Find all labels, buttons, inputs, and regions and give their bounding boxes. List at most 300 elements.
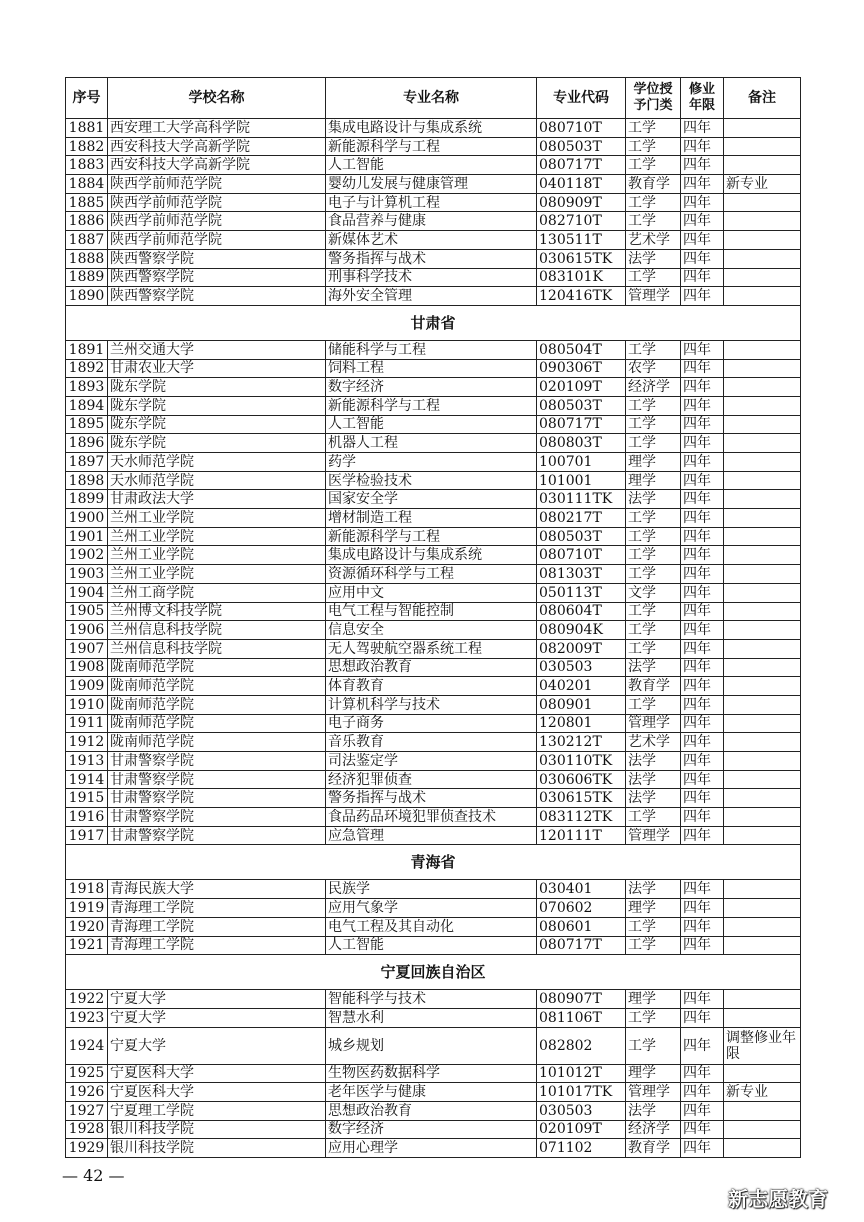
cell-major: 药学	[326, 453, 537, 472]
cell-school: 陕西学前师范学院	[108, 212, 326, 231]
cell-years: 四年	[681, 826, 724, 845]
cell-major: 电子与计算机工程	[326, 193, 537, 212]
header-seq: 序号	[66, 78, 108, 119]
cell-note	[724, 565, 801, 584]
cell-years: 四年	[681, 527, 724, 546]
cell-school: 银川科技学院	[108, 1120, 326, 1139]
cell-code: 030615TK	[537, 789, 626, 808]
cell-school: 甘肃警察学院	[108, 789, 326, 808]
table-row	[66, 509, 801, 528]
cell-note	[724, 1101, 801, 1120]
cell-degree: 农学	[626, 359, 681, 378]
table-row	[66, 752, 801, 771]
cell-school: 天水师范学院	[108, 471, 326, 490]
table-row	[66, 770, 801, 789]
cell-seq: 1908	[66, 658, 108, 677]
cell-school: 西安科技大学高新学院	[108, 137, 326, 156]
cell-seq: 1913	[66, 752, 108, 771]
cell-note: 新专业	[724, 1083, 801, 1102]
header-degree: 学位授予门类	[626, 78, 681, 119]
cell-major: 经济犯罪侦查	[326, 770, 537, 789]
cell-school: 宁夏大学	[108, 1008, 326, 1027]
cell-degree: 工学	[626, 268, 681, 287]
cell-note	[724, 639, 801, 658]
region-title: 青海省	[66, 845, 801, 880]
cell-school: 陇南师范学院	[108, 677, 326, 696]
table-row	[66, 359, 801, 378]
cell-school: 陇东学院	[108, 396, 326, 415]
cell-note	[724, 1064, 801, 1083]
cell-school: 陇南师范学院	[108, 695, 326, 714]
table-row	[66, 565, 801, 584]
cell-years: 四年	[681, 137, 724, 156]
cell-major: 体育教育	[326, 677, 537, 696]
cell-years: 四年	[681, 658, 724, 677]
cell-degree: 教育学	[626, 1139, 681, 1158]
cell-major: 电气工程与智能控制	[326, 602, 537, 621]
cell-note	[724, 415, 801, 434]
cell-major: 食品药品环境犯罪侦查技术	[326, 808, 537, 827]
region-row	[66, 305, 801, 340]
table-row	[66, 287, 801, 306]
cell-major: 警务指挥与战术	[326, 789, 537, 808]
cell-seq: 1889	[66, 268, 108, 287]
cell-years: 四年	[681, 268, 724, 287]
cell-major: 人工智能	[326, 936, 537, 955]
cell-school: 青海理工学院	[108, 936, 326, 955]
cell-degree: 法学	[626, 789, 681, 808]
cell-years: 四年	[681, 639, 724, 658]
header-years: 修业年限	[681, 78, 724, 119]
cell-school: 陕西学前师范学院	[108, 175, 326, 194]
cell-years: 四年	[681, 509, 724, 528]
cell-note	[724, 826, 801, 845]
table-row	[66, 119, 801, 138]
cell-code: 101017TK	[537, 1083, 626, 1102]
cell-school: 宁夏医科大学	[108, 1083, 326, 1102]
cell-years: 四年	[681, 119, 724, 138]
cell-note	[724, 546, 801, 565]
cell-code: 050113T	[537, 583, 626, 602]
header-major: 专业名称	[326, 78, 537, 119]
table-row	[66, 826, 801, 845]
cell-note	[724, 378, 801, 397]
cell-degree: 工学	[626, 340, 681, 359]
cell-major: 新能源科学与工程	[326, 137, 537, 156]
table-row	[66, 340, 801, 359]
cell-degree: 工学	[626, 212, 681, 231]
cell-seq: 1881	[66, 119, 108, 138]
table-row	[66, 415, 801, 434]
cell-code: 080717T	[537, 415, 626, 434]
cell-major: 应用中文	[326, 583, 537, 602]
cell-seq: 1884	[66, 175, 108, 194]
region-row	[66, 955, 801, 990]
cell-seq: 1896	[66, 434, 108, 453]
cell-note	[724, 527, 801, 546]
cell-years: 四年	[681, 415, 724, 434]
cell-school: 甘肃警察学院	[108, 752, 326, 771]
cell-code: 020109T	[537, 378, 626, 397]
table-row	[66, 527, 801, 546]
cell-degree: 工学	[626, 415, 681, 434]
cell-seq: 1922	[66, 990, 108, 1009]
cell-major: 计算机科学与技术	[326, 695, 537, 714]
cell-school: 兰州工业学院	[108, 546, 326, 565]
table-row	[66, 453, 801, 472]
cell-major: 储能科学与工程	[326, 340, 537, 359]
cell-note	[724, 714, 801, 733]
cell-degree: 工学	[626, 602, 681, 621]
header-note: 备注	[724, 78, 801, 119]
cell-code: 080710T	[537, 119, 626, 138]
table-row	[66, 434, 801, 453]
cell-major: 思想政治教育	[326, 1101, 537, 1120]
cell-school: 甘肃政法大学	[108, 490, 326, 509]
cell-code: 040201	[537, 677, 626, 696]
cell-code: 082710T	[537, 212, 626, 231]
table-row	[66, 268, 801, 287]
cell-degree: 管理学	[626, 826, 681, 845]
cell-note	[724, 434, 801, 453]
cell-seq: 1923	[66, 1008, 108, 1027]
cell-seq: 1900	[66, 509, 108, 528]
cell-major: 新能源科学与工程	[326, 396, 537, 415]
cell-degree: 艺术学	[626, 231, 681, 250]
cell-degree: 工学	[626, 936, 681, 955]
cell-school: 西安科技大学高新学院	[108, 156, 326, 175]
cell-major: 无人驾驶航空器系统工程	[326, 639, 537, 658]
cell-seq: 1894	[66, 396, 108, 415]
cell-years: 四年	[681, 340, 724, 359]
cell-degree: 理学	[626, 471, 681, 490]
cell-seq: 1920	[66, 917, 108, 936]
cell-note	[724, 583, 801, 602]
cell-major: 数字经济	[326, 378, 537, 397]
cell-years: 四年	[681, 546, 724, 565]
cell-seq: 1917	[66, 826, 108, 845]
cell-seq: 1909	[66, 677, 108, 696]
cell-major: 海外安全管理	[326, 287, 537, 306]
cell-note	[724, 231, 801, 250]
cell-seq: 1904	[66, 583, 108, 602]
cell-degree: 理学	[626, 990, 681, 1009]
cell-note	[724, 212, 801, 231]
table-row	[66, 990, 801, 1009]
cell-seq: 1888	[66, 249, 108, 268]
cell-note: 调整修业年限	[724, 1027, 801, 1064]
cell-seq: 1924	[66, 1027, 108, 1064]
table-row	[66, 175, 801, 194]
cell-school: 青海民族大学	[108, 880, 326, 899]
cell-note	[724, 658, 801, 677]
table-row	[66, 249, 801, 268]
cell-degree: 工学	[626, 119, 681, 138]
cell-degree: 理学	[626, 899, 681, 918]
cell-years: 四年	[681, 752, 724, 771]
cell-school: 兰州博文科技学院	[108, 602, 326, 621]
table-row	[66, 1101, 801, 1120]
table-row	[66, 602, 801, 621]
cell-degree: 工学	[626, 137, 681, 156]
table-row	[66, 396, 801, 415]
cell-degree: 理学	[626, 1064, 681, 1083]
cell-school: 宁夏大学	[108, 990, 326, 1009]
cell-years: 四年	[681, 1027, 724, 1064]
cell-school: 甘肃警察学院	[108, 770, 326, 789]
cell-code: 081303T	[537, 565, 626, 584]
cell-code: 090306T	[537, 359, 626, 378]
cell-seq: 1902	[66, 546, 108, 565]
cell-school: 青海理工学院	[108, 917, 326, 936]
cell-code: 120416TK	[537, 287, 626, 306]
cell-code: 030615TK	[537, 249, 626, 268]
cell-school: 陕西学前师范学院	[108, 193, 326, 212]
cell-seq: 1901	[66, 527, 108, 546]
table-row	[66, 808, 801, 827]
cell-note	[724, 453, 801, 472]
cell-seq: 1882	[66, 137, 108, 156]
table-row	[66, 490, 801, 509]
cell-code: 080907T	[537, 990, 626, 1009]
cell-years: 四年	[681, 1101, 724, 1120]
cell-code: 030503	[537, 658, 626, 677]
table-row	[66, 917, 801, 936]
cell-seq: 1925	[66, 1064, 108, 1083]
table-row	[66, 880, 801, 899]
table-row	[66, 193, 801, 212]
cell-years: 四年	[681, 621, 724, 640]
cell-code: 030606TK	[537, 770, 626, 789]
cell-major: 刑事科学技术	[326, 268, 537, 287]
cell-note	[724, 917, 801, 936]
cell-code: 080717T	[537, 156, 626, 175]
cell-seq: 1892	[66, 359, 108, 378]
cell-seq: 1885	[66, 193, 108, 212]
cell-code: 080710T	[537, 546, 626, 565]
cell-note	[724, 1139, 801, 1158]
cell-degree: 文学	[626, 583, 681, 602]
table-header-row	[66, 78, 801, 119]
cell-school: 陇南师范学院	[108, 714, 326, 733]
cell-note	[724, 156, 801, 175]
table-row	[66, 1083, 801, 1102]
cell-note	[724, 677, 801, 696]
table-row	[66, 658, 801, 677]
cell-code: 083112TK	[537, 808, 626, 827]
cell-seq: 1916	[66, 808, 108, 827]
cell-major: 应用心理学	[326, 1139, 537, 1158]
cell-degree: 教育学	[626, 677, 681, 696]
cell-code: 080504T	[537, 340, 626, 359]
cell-degree: 法学	[626, 249, 681, 268]
cell-major: 应用气象学	[326, 899, 537, 918]
cell-note	[724, 137, 801, 156]
cell-seq: 1926	[66, 1083, 108, 1102]
cell-seq: 1895	[66, 415, 108, 434]
cell-years: 四年	[681, 471, 724, 490]
table-row	[66, 212, 801, 231]
cell-major: 医学检验技术	[326, 471, 537, 490]
cell-seq: 1887	[66, 231, 108, 250]
cell-major: 司法鉴定学	[326, 752, 537, 771]
table-row	[66, 1008, 801, 1027]
cell-code: 080503T	[537, 137, 626, 156]
cell-code: 130511T	[537, 231, 626, 250]
cell-seq: 1898	[66, 471, 108, 490]
cell-code: 030401	[537, 880, 626, 899]
cell-major: 新能源科学与工程	[326, 527, 537, 546]
cell-degree: 管理学	[626, 1083, 681, 1102]
cell-major: 人工智能	[326, 415, 537, 434]
cell-school: 陇南师范学院	[108, 733, 326, 752]
cell-years: 四年	[681, 175, 724, 194]
cell-major: 智能科学与技术	[326, 990, 537, 1009]
cell-years: 四年	[681, 602, 724, 621]
cell-major: 城乡规划	[326, 1027, 537, 1064]
cell-seq: 1905	[66, 602, 108, 621]
cell-school: 宁夏理工学院	[108, 1101, 326, 1120]
cell-code: 130212T	[537, 733, 626, 752]
table-row	[66, 1120, 801, 1139]
cell-years: 四年	[681, 490, 724, 509]
cell-seq: 1886	[66, 212, 108, 231]
cell-seq: 1897	[66, 453, 108, 472]
cell-school: 兰州信息科技学院	[108, 621, 326, 640]
cell-note	[724, 621, 801, 640]
cell-degree: 管理学	[626, 287, 681, 306]
cell-years: 四年	[681, 359, 724, 378]
cell-seq: 1899	[66, 490, 108, 509]
table-row	[66, 789, 801, 808]
cell-years: 四年	[681, 808, 724, 827]
cell-major: 机器人工程	[326, 434, 537, 453]
cell-degree: 经济学	[626, 1120, 681, 1139]
cell-code: 080503T	[537, 527, 626, 546]
cell-seq: 1912	[66, 733, 108, 752]
cell-school: 陕西警察学院	[108, 249, 326, 268]
cell-note	[724, 119, 801, 138]
cell-note: 新专业	[724, 175, 801, 194]
cell-years: 四年	[681, 936, 724, 955]
cell-school: 陇东学院	[108, 434, 326, 453]
cell-note	[724, 1120, 801, 1139]
cell-seq: 1883	[66, 156, 108, 175]
cell-code: 101012T	[537, 1064, 626, 1083]
cell-years: 四年	[681, 917, 724, 936]
cell-seq: 1914	[66, 770, 108, 789]
cell-major: 音乐教育	[326, 733, 537, 752]
cell-school: 兰州工业学院	[108, 565, 326, 584]
watermark-logo: 新志愿教育	[728, 1187, 828, 1211]
cell-years: 四年	[681, 990, 724, 1009]
cell-note	[724, 340, 801, 359]
cell-degree: 工学	[626, 546, 681, 565]
table-row	[66, 546, 801, 565]
cell-seq: 1906	[66, 621, 108, 640]
cell-major: 数字经济	[326, 1120, 537, 1139]
cell-major: 食品营养与健康	[326, 212, 537, 231]
cell-note	[724, 770, 801, 789]
cell-note	[724, 602, 801, 621]
table-row	[66, 137, 801, 156]
cell-major: 饲料工程	[326, 359, 537, 378]
cell-degree: 工学	[626, 1027, 681, 1064]
cell-school: 天水师范学院	[108, 453, 326, 472]
table-row	[66, 378, 801, 397]
cell-years: 四年	[681, 231, 724, 250]
cell-degree: 法学	[626, 770, 681, 789]
cell-degree: 工学	[626, 917, 681, 936]
cell-code: 040118T	[537, 175, 626, 194]
cell-code: 080803T	[537, 434, 626, 453]
header-school: 学校名称	[108, 78, 326, 119]
table-row	[66, 936, 801, 955]
table-row	[66, 471, 801, 490]
cell-degree: 工学	[626, 156, 681, 175]
cell-years: 四年	[681, 583, 724, 602]
cell-years: 四年	[681, 1120, 724, 1139]
cell-code: 080601	[537, 917, 626, 936]
cell-degree: 法学	[626, 752, 681, 771]
cell-years: 四年	[681, 378, 724, 397]
cell-degree: 工学	[626, 808, 681, 827]
majors-table	[65, 77, 801, 1158]
cell-years: 四年	[681, 770, 724, 789]
cell-years: 四年	[681, 212, 724, 231]
table-row	[66, 639, 801, 658]
cell-major: 电子商务	[326, 714, 537, 733]
cell-note	[724, 359, 801, 378]
cell-years: 四年	[681, 1064, 724, 1083]
cell-code: 081106T	[537, 1008, 626, 1027]
cell-note	[724, 789, 801, 808]
cell-years: 四年	[681, 1083, 724, 1102]
cell-major: 生物医药数据科学	[326, 1064, 537, 1083]
cell-school: 甘肃警察学院	[108, 808, 326, 827]
table-row	[66, 695, 801, 714]
cell-major: 资源循环科学与工程	[326, 565, 537, 584]
cell-major: 国家安全学	[326, 490, 537, 509]
cell-seq: 1890	[66, 287, 108, 306]
cell-code: 080901	[537, 695, 626, 714]
cell-major: 警务指挥与战术	[326, 249, 537, 268]
cell-major: 集成电路设计与集成系统	[326, 119, 537, 138]
table-row	[66, 156, 801, 175]
cell-note	[724, 936, 801, 955]
cell-degree: 经济学	[626, 378, 681, 397]
cell-major: 集成电路设计与集成系统	[326, 546, 537, 565]
cell-years: 四年	[681, 156, 724, 175]
cell-years: 四年	[681, 789, 724, 808]
cell-years: 四年	[681, 434, 724, 453]
cell-school: 兰州工业学院	[108, 527, 326, 546]
cell-degree: 工学	[626, 509, 681, 528]
table-row	[66, 1027, 801, 1064]
cell-years: 四年	[681, 193, 724, 212]
cell-years: 四年	[681, 1139, 724, 1158]
table-body	[66, 119, 801, 1158]
cell-seq: 1903	[66, 565, 108, 584]
cell-note	[724, 752, 801, 771]
cell-degree: 教育学	[626, 175, 681, 194]
cell-degree: 理学	[626, 453, 681, 472]
cell-years: 四年	[681, 453, 724, 472]
cell-note	[724, 249, 801, 268]
table-row	[66, 714, 801, 733]
table-row	[66, 231, 801, 250]
region-title: 宁夏回族自治区	[66, 955, 801, 990]
